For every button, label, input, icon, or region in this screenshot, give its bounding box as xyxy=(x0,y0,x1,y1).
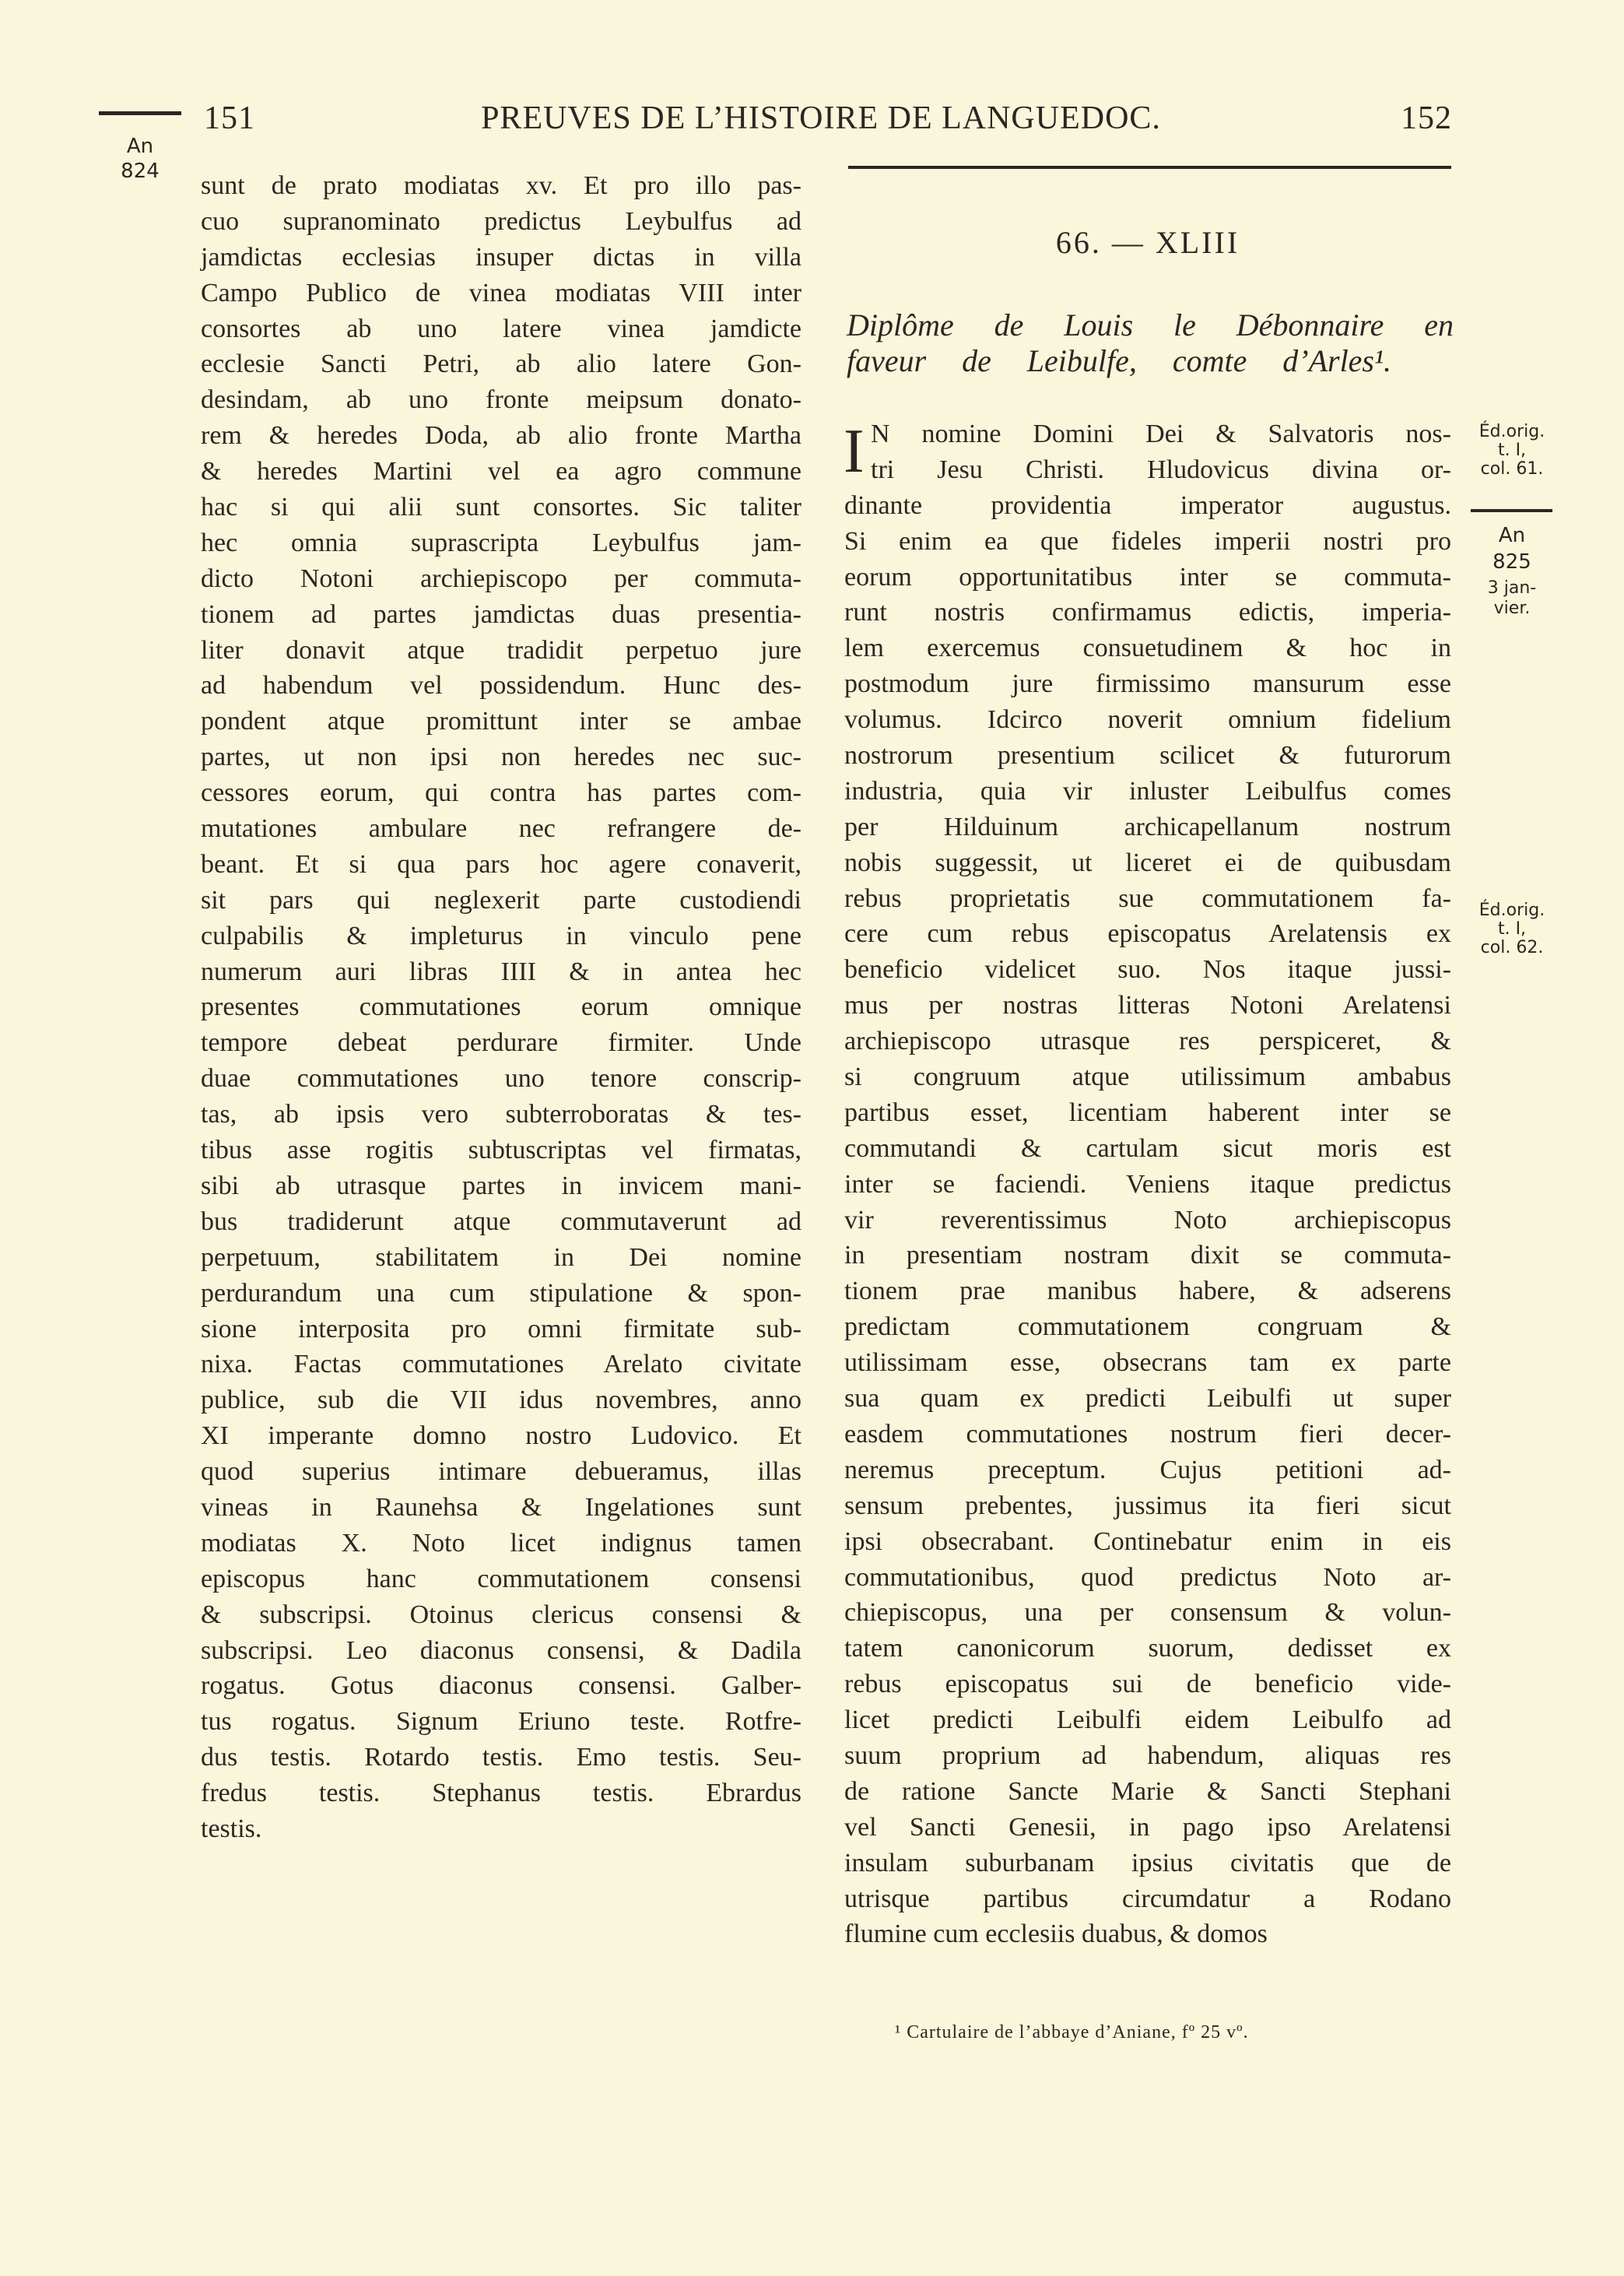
text-line: subscripsi. Leo diaconus consensi, & Dadila xyxy=(201,1635,801,1665)
text-line: postmodum jure firmissimo mansurum esse xyxy=(844,669,1451,699)
text-line: sunt de prato modiatas xv. Et pro illo pas- xyxy=(201,171,801,200)
text-line: cere cum rebus episcopatus Arelatensis ex xyxy=(844,919,1451,949)
text-line: in presentiam nostram dixit se commuta- xyxy=(844,1241,1451,1270)
text-line: utilissimam esse, obsecrans tam ex parte xyxy=(844,1348,1451,1378)
margin-note-line: t. I, xyxy=(1497,441,1527,460)
text-line: archiepiscopo utrasque res perspiceret, & xyxy=(844,1027,1451,1056)
text-line: N nomine Domini Dei & Salvatoris nos- xyxy=(871,420,1451,448)
text-line: dinante providentia imperator augustus. xyxy=(844,490,1451,520)
margin-note-line: An xyxy=(1498,524,1526,547)
text-line: hac si qui alii sunt consortes. Sic taliter xyxy=(201,493,801,522)
text-line: testis. xyxy=(201,1814,262,1843)
text-line: partibus esset, licentiam haberent inter se xyxy=(844,1098,1451,1127)
text-line: volumus. Idcirco noverit omnium fidelium xyxy=(844,705,1451,735)
text-line: liter donavit atque tradidit perpetuo jure xyxy=(201,635,801,665)
text-line: suum proprium ad habendum, aliquas res xyxy=(844,1740,1451,1770)
text-line: episcopus hanc commutationem consensi xyxy=(201,1564,801,1593)
text-line: rebus episcopatus sui de beneficio vide- xyxy=(844,1670,1451,1699)
text-line: vir reverentissimus Noto archiepiscopus xyxy=(844,1205,1451,1235)
text-line: fredus testis. Stephanus testis. Ebrardus xyxy=(201,1779,801,1808)
text-line: inter se faciendi. Veniens itaque predictus xyxy=(844,1169,1451,1199)
text-line: utrisque partibus circumdatur a Rodano xyxy=(844,1884,1451,1913)
text-line: runt nostris confirmamus edictis, imperia- xyxy=(844,598,1451,627)
text-line: & heredes Martini vel ea agro commune xyxy=(201,457,801,486)
right-column-top-rule xyxy=(848,166,1451,169)
margin-note-line: t. I, xyxy=(1497,919,1527,939)
text-line: industria, quia vir inluster Leibulfus comes xyxy=(844,776,1451,806)
text-line: neremus preceptum. Cujus petitioni ad- xyxy=(844,1455,1451,1484)
text-line: tempore debeat perdurare firmiter. Unde xyxy=(201,1028,801,1058)
margin-note-line: 825 xyxy=(1492,550,1531,574)
text-line: beneficio videlicet suo. Nos itaque jussi- xyxy=(844,955,1451,985)
text-line: beant. Et si qua pars hoc agere conaverit, xyxy=(201,849,801,879)
margin-note-line: Éd.orig. xyxy=(1478,901,1545,920)
text-line: Campo Publico de vinea modiatas VIII inter xyxy=(201,278,801,307)
text-line: insulam suburbanam ipsius civitatis que de xyxy=(844,1848,1451,1877)
left-margin-an: An xyxy=(126,135,154,158)
margin-note-line: col. 62. xyxy=(1480,938,1544,957)
page-number-left: 151 xyxy=(204,100,255,136)
text-line: vineas in Raunehsa & Ingelationes sunt xyxy=(201,1492,801,1522)
text-line: mutationes ambulare nec refrangere de- xyxy=(201,814,801,844)
text-line: tatem canonicorum suorum, dedisset ex xyxy=(844,1634,1451,1663)
text-line: partes, ut non ipsi non heredes nec suc- xyxy=(201,743,801,772)
text-line: si congruum atque utilissimum ambabus xyxy=(844,1062,1451,1092)
text-line: tibus asse rogitis subtuscriptas vel firmatas, xyxy=(201,1136,801,1165)
text-line: nobis suggessit, ut liceret ei de quibusdam xyxy=(844,848,1451,877)
text-line: desindam, ab uno fronte meipsum donato- xyxy=(201,385,801,415)
text-line: XI imperante domno nostro Ludovico. Et xyxy=(201,1421,801,1451)
text-line: dicto Notoni archiepiscopo per commuta- xyxy=(201,564,801,593)
left-column xyxy=(201,168,801,1847)
text-line: tas, ab ipsis vero subterroboratas & tes- xyxy=(201,1100,801,1129)
text-line: cuo supranominato predictus Leybulfus ad xyxy=(201,206,801,236)
text-line: culpabilis & impleturus in vinculo pene xyxy=(201,921,801,950)
text-line: lem exercemus consuetudinem & hoc in xyxy=(844,634,1451,663)
document-title-line-1: Diplôme de Louis le Débonnaire en xyxy=(847,307,1454,342)
margin-note-line: 3 jan- xyxy=(1487,578,1537,598)
text-line: numerum auri libras IIII & in antea hec xyxy=(201,957,801,986)
text-line: nostrorum presentium scilicet & futurorum xyxy=(844,741,1451,771)
text-line: sit pars qui neglexerit parte custodiendi xyxy=(201,885,801,915)
margin-note-line: Éd.orig. xyxy=(1478,422,1545,441)
text-line: predictam commutationem congruam & xyxy=(844,1312,1451,1342)
text-line: tri Jesu Christi. Hludovicus divina or- xyxy=(871,455,1451,484)
text-line: ad habendum vel possidendum. Hunc des- xyxy=(201,671,801,701)
text-line: sua quam ex predicti Leibulfi ut super xyxy=(844,1384,1451,1414)
text-line: perdurandum una cum stipulatione & spon- xyxy=(201,1278,801,1308)
text-line: easdem commutationes nostrum fieri decer- xyxy=(844,1419,1451,1449)
text-line: sione interposita pro omni firmitate sub- xyxy=(201,1314,801,1343)
margin-note-line: col. 61. xyxy=(1480,459,1544,479)
text-line: rebus proprietatis sue commutationem fa- xyxy=(844,883,1451,913)
text-line: chiepiscopus, una per consensum & volun- xyxy=(844,1598,1451,1628)
text-line: publice, sub die VII idus novembres, anno xyxy=(201,1386,801,1415)
right-column xyxy=(844,416,1451,1952)
left-margin-year: 824 xyxy=(121,160,160,183)
text-line: rem & heredes Doda, ab alio fronte Martha xyxy=(201,421,801,451)
document-title-line-2: faveur de Leibulfe, comte d’Arles¹. xyxy=(847,343,1391,378)
text-line: dus testis. Rotardo testis. Emo testis. Seu- xyxy=(201,1743,801,1772)
text-line: tionem ad partes jamdictas duas presentia- xyxy=(201,599,801,629)
text-line: nixa. Factas commutationes Arelato civitate xyxy=(201,1350,801,1379)
text-line: ecclesie Sancti Petri, ab alio latere Gon- xyxy=(201,349,801,379)
text-line: duae commutationes uno tenore conscrip- xyxy=(201,1064,801,1094)
text-line: vel Sancti Genesii, in pago ipso Arelatensi xyxy=(844,1812,1451,1842)
footnote: ¹ Cartulaire de l’abbaye d’Aniane, fº 25 vº. xyxy=(895,2022,1249,2042)
right-margin-rule xyxy=(1471,509,1552,512)
text-line: & subscripsi. Otoinus clericus consensi & xyxy=(201,1600,801,1629)
text-line: tionem prae manibus habere, & adserens xyxy=(844,1277,1451,1306)
text-line: commutationibus, quod predictus Noto ar- xyxy=(844,1562,1451,1592)
running-title: PREUVES DE L’HISTOIRE DE LANGUEDOC. xyxy=(481,100,1161,136)
text-line: jamdictas ecclesias insuper dictas in villa xyxy=(201,242,801,272)
document-number: 66. — XLIII xyxy=(1055,225,1240,260)
text-line: licet predicti Leibulfi eidem Leibulfo ad xyxy=(844,1705,1451,1735)
text-line: commutandi & cartulam sicut moris est xyxy=(844,1133,1451,1163)
text-line: cessores eorum, qui contra has partes com- xyxy=(201,778,801,808)
text-line: mus per nostras litteras Notoni Arelatensi xyxy=(844,991,1451,1020)
text-line: de ratione Sancte Marie & Sancti Stephani xyxy=(844,1776,1451,1806)
text-line: quod superius intimare debueramus, illas xyxy=(201,1457,801,1487)
text-line: pondent atque promittunt inter se ambae xyxy=(201,707,801,736)
text-line: consortes ab uno latere vinea jamdicte xyxy=(201,314,801,343)
text-line: eorum opportunitatibus inter se commuta- xyxy=(844,562,1451,592)
text-line: perpetuum, stabilitatem in Dei nomine xyxy=(201,1242,801,1272)
text-line: sensum prebentes, jussimus ita fieri sicut xyxy=(844,1491,1451,1520)
text-line: hec omnia suprascripta Leybulfus jam- xyxy=(201,528,801,557)
left-margin-rule xyxy=(99,111,181,115)
text-line: sibi ab utrasque partes in invicem mani- xyxy=(201,1171,801,1200)
text-line: modiatas X. Noto licet indignus tamen xyxy=(201,1528,801,1558)
drop-cap: I xyxy=(844,417,865,486)
text-line: tus rogatus. Signum Eriuno teste. Rotfre- xyxy=(201,1707,801,1737)
page-number-right: 152 xyxy=(1401,100,1452,136)
text-line: flumine cum ecclesiis duabus, & domos xyxy=(844,1919,1268,1949)
text-line: per Hilduinum archicapellanum nostrum xyxy=(844,812,1451,841)
text-line: Si enim ea que fideles imperii nostri pro xyxy=(844,526,1451,556)
text-line: presentes commutationes eorum omnique xyxy=(201,992,801,1022)
text-line: bus tradiderunt atque commutaverunt ad xyxy=(201,1206,801,1236)
text-line: rogatus. Gotus diaconus consensi. Galber- xyxy=(201,1671,801,1701)
text-line: ipsi obsecrabant. Continebatur enim in eis xyxy=(844,1526,1451,1556)
margin-note-line: vier. xyxy=(1493,599,1531,618)
